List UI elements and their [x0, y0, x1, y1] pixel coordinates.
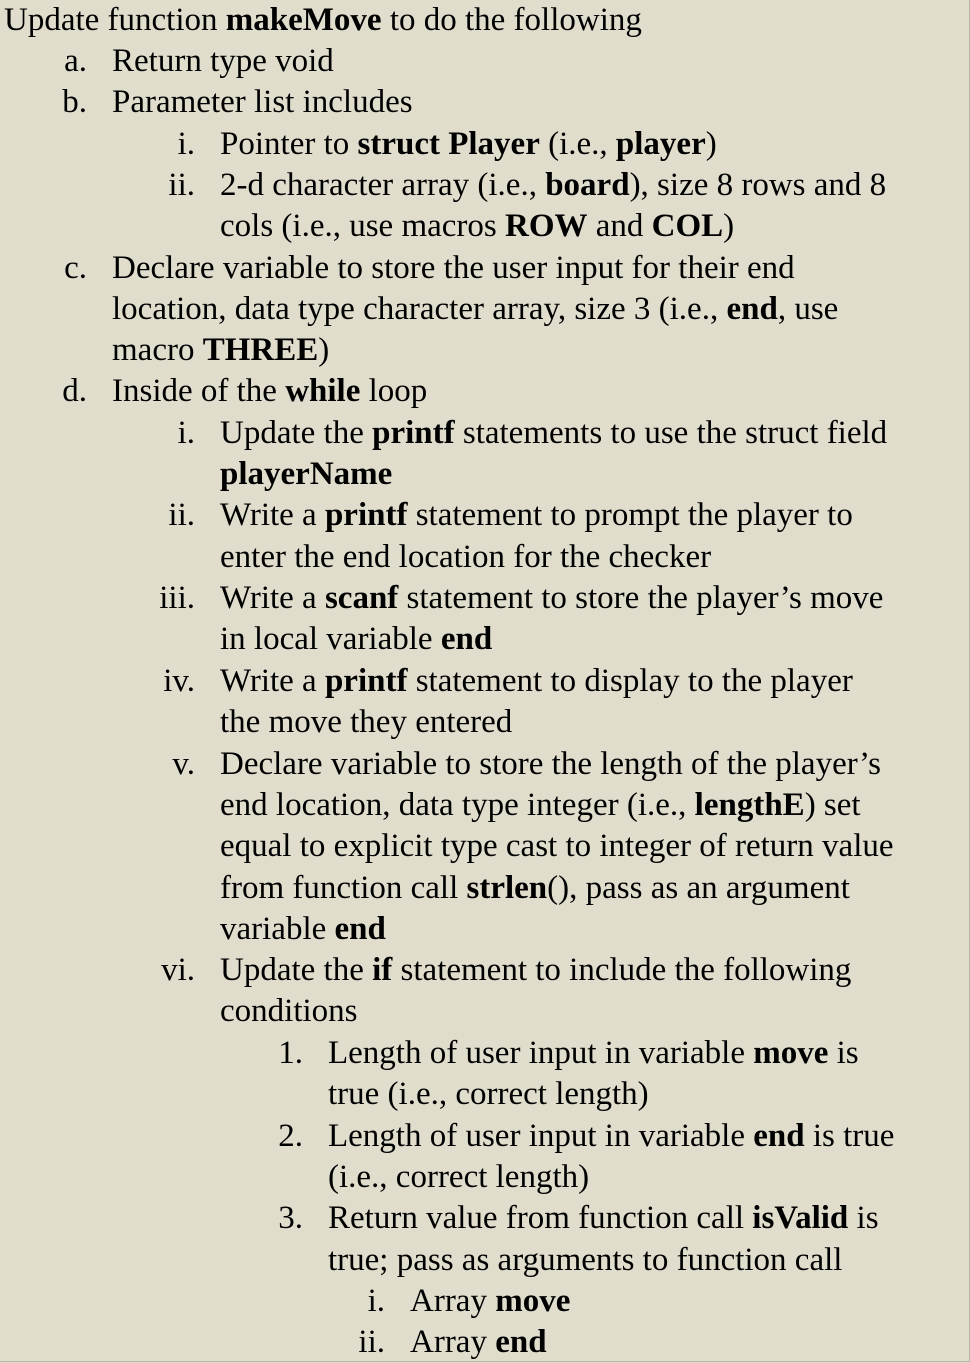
bold-term: printf [324, 497, 408, 533]
text-run: , use [777, 291, 839, 327]
bold-term: end [334, 911, 386, 947]
list-marker: b. [62, 84, 87, 120]
list-marker: 1. [278, 1035, 303, 1071]
text-run: ) set [804, 787, 861, 823]
text-run: equal to explicit type cast to integer of return value [220, 828, 894, 864]
bold-term: COL [651, 208, 724, 244]
bold-term: isValid [752, 1200, 849, 1236]
text-run: Write a [220, 497, 325, 533]
line-text [220, 991, 358, 1032]
text-run: statement to include the following [392, 952, 852, 988]
bold-term: end [440, 621, 493, 657]
line-text [328, 1074, 649, 1115]
line-text [220, 413, 887, 454]
text-run: enter the end location for the checker [220, 539, 712, 575]
bold-term: lengthE [694, 787, 805, 823]
list-marker: v. [172, 746, 195, 782]
text-run: ) [705, 126, 717, 162]
text-run: from function call [220, 870, 467, 906]
line-text [220, 165, 886, 206]
text-run: statements to use the struct field [454, 415, 888, 451]
bold-term: while [285, 373, 361, 409]
bold-term: end [495, 1324, 547, 1360]
line-text [4, 0, 642, 41]
line-text [328, 1240, 842, 1281]
bold-term: strlen [466, 870, 548, 906]
text-run: Array [410, 1324, 496, 1360]
line-text [410, 1322, 547, 1363]
text-run: in local variable [220, 621, 441, 657]
line-text [220, 702, 512, 743]
list-marker: ii. [168, 497, 195, 533]
bold-term: scanf [324, 580, 399, 616]
text-run: Array [410, 1283, 496, 1319]
line-text [328, 1157, 589, 1198]
line-text [328, 1116, 894, 1157]
text-run: Declare variable to store the length of the player’s [220, 746, 881, 782]
list-marker: ii. [358, 1324, 385, 1360]
line-text [112, 330, 329, 371]
text-run: Length of user input in variable [328, 1035, 754, 1071]
line-text [220, 785, 861, 826]
line-text [112, 82, 413, 123]
text-run: to do the following [381, 2, 642, 38]
line-text [220, 868, 850, 909]
text-run: Return value from function call [328, 1200, 753, 1236]
text-run: is [848, 1200, 879, 1236]
bold-term: printf [324, 663, 408, 699]
text-run: macro [112, 332, 203, 368]
text-run: true; pass as arguments to function call [328, 1242, 843, 1278]
list-marker: i. [367, 1283, 385, 1319]
line-text [220, 661, 853, 702]
text-run: Inside of the [112, 373, 286, 409]
text-run: (i.e., [539, 126, 616, 162]
list-marker: d. [62, 373, 87, 409]
text-run: loop [360, 373, 428, 409]
bold-term: playerName [220, 456, 393, 492]
bold-term: move [753, 1035, 829, 1071]
text-run: is [828, 1035, 859, 1071]
list-marker: i. [177, 126, 195, 162]
bold-term: printf [372, 415, 455, 451]
line-text [220, 495, 853, 536]
list-marker: iv. [163, 663, 195, 699]
text-run: ) [723, 208, 735, 244]
text-run: Pointer to [220, 126, 358, 162]
text-run: Write a [220, 663, 325, 699]
text-run: is true [804, 1118, 895, 1154]
line-text [112, 41, 334, 82]
line-text [220, 537, 711, 578]
line-text [220, 124, 717, 165]
list-marker: iii. [159, 580, 195, 616]
text-run: Write a [220, 580, 325, 616]
text-run: statement to store the player’s move [398, 580, 884, 616]
text-run: variable [220, 911, 335, 947]
list-marker: i. [177, 415, 195, 451]
list-marker: a. [64, 43, 87, 79]
line-text [220, 578, 883, 619]
text-run: ) [318, 332, 330, 368]
bold-term: if [372, 952, 393, 988]
line-text [220, 206, 734, 247]
text-run: end location, data type integer (i.e., [220, 787, 695, 823]
line-text [220, 950, 851, 991]
bold-term: player [615, 126, 706, 162]
line-text [112, 248, 795, 289]
text-run: Update the [220, 952, 373, 988]
text-run: conditions [220, 993, 358, 1029]
bold-term: end [753, 1118, 805, 1154]
list-marker: ii. [168, 167, 195, 203]
text-run: Length of user input in variable [328, 1118, 754, 1154]
text-run: ), size 8 rows and 8 [629, 167, 887, 203]
line-text [328, 1198, 879, 1239]
text-run: cols (i.e., use macros [220, 208, 505, 244]
line-text [220, 454, 392, 495]
text-run: Declare variable to store the user input for their end [112, 250, 795, 286]
list-marker: vi. [161, 952, 195, 988]
text-run: Update the [220, 415, 373, 451]
bold-term: board [545, 167, 630, 203]
bold-term: makeMove [225, 2, 382, 38]
line-text [220, 744, 881, 785]
line-text [220, 909, 386, 950]
text-run: (i.e., correct length) [328, 1159, 590, 1195]
list-marker: 3. [278, 1200, 303, 1236]
text-run: Parameter list includes [112, 84, 413, 120]
line-text [112, 371, 427, 412]
list-marker: 2. [278, 1118, 303, 1154]
text-run: 2-d character array (i.e., [220, 167, 546, 203]
text-run: true (i.e., correct length) [328, 1076, 649, 1112]
text-run: location, data type character array, size 3 (i.e., [112, 291, 727, 327]
bold-term: ROW [505, 208, 588, 244]
list-marker: c. [64, 250, 87, 286]
line-text [112, 289, 838, 330]
bold-term: THREE [202, 332, 319, 368]
line-text [328, 1033, 859, 1074]
text-run: statement to display to the player [407, 663, 853, 699]
text-run: the move they entered [220, 704, 513, 740]
bold-term: end [726, 291, 778, 327]
text-run: Update function [4, 2, 226, 38]
line-text [220, 619, 492, 660]
bold-term: move [495, 1283, 571, 1319]
text-run: Return type void [112, 43, 334, 79]
text-run: and [587, 208, 652, 244]
line-text [410, 1281, 570, 1322]
text-run: statement to prompt the player to [407, 497, 853, 533]
line-text [220, 826, 894, 867]
bold-term: struct Player [357, 126, 540, 162]
text-run: (), pass as an argument [547, 870, 850, 906]
